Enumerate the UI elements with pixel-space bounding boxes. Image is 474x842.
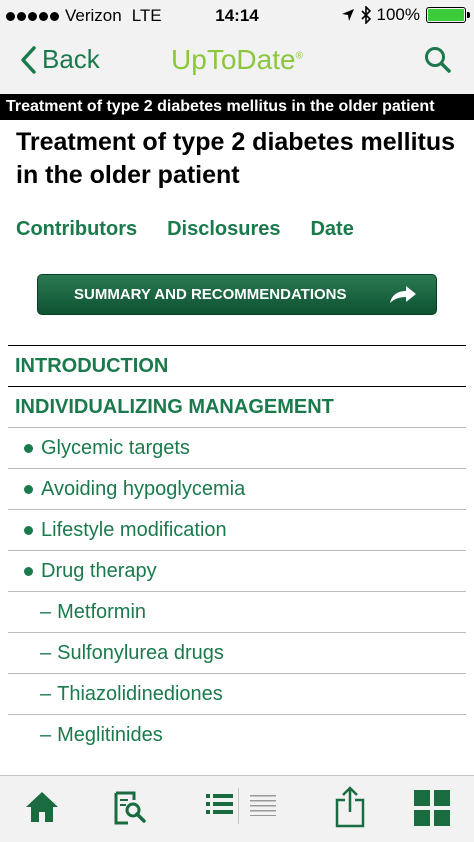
summary-button-label: SUMMARY AND RECOMMENDATIONS [74, 286, 347, 303]
outline-view-icon [206, 792, 234, 816]
status-bar [0, 0, 474, 30]
carrier-name: Verizon [65, 6, 122, 25]
find-in-page-button[interactable] [112, 790, 148, 831]
toc-label: Glycemic targets [41, 436, 190, 459]
topic-title-bar: Treatment of type 2 diabetes mellitus in the older patient [0, 94, 474, 120]
toc-individualizing-management[interactable] [8, 386, 466, 427]
toc-label: Drug therapy [41, 559, 157, 582]
full-text-view-icon [250, 794, 276, 816]
toc-introduction[interactable] [8, 345, 466, 386]
full-text-view-button[interactable] [250, 794, 276, 821]
toc-lifestyle-modification[interactable] [8, 509, 466, 550]
toc-sulfonylurea-drugs[interactable] [8, 632, 466, 673]
toc-label: Avoiding hypoglycemia [41, 477, 246, 500]
share-button[interactable] [334, 786, 366, 833]
disclosures-link[interactable]: Disclosures [167, 218, 281, 240]
summary-and-recommendations-button[interactable] [37, 274, 437, 315]
toc-metformin[interactable] [8, 591, 466, 632]
toc-label: Meglitinides [57, 723, 163, 746]
outline-view-button[interactable] [206, 792, 234, 821]
dash-marker: – [40, 641, 52, 664]
toc-drug-therapy[interactable] [8, 550, 466, 591]
search-icon [424, 46, 452, 74]
bullet-icon [24, 485, 33, 494]
date-link[interactable]: Date [310, 218, 354, 240]
toc-label: Lifestyle modification [41, 518, 227, 541]
contributors-link[interactable]: Contributors [16, 218, 138, 240]
forward-arrow-icon [388, 283, 418, 307]
home-icon [24, 790, 60, 824]
toc-label: Sulfonylurea drugs [57, 641, 224, 664]
apps-grid-button[interactable] [414, 790, 450, 831]
battery-icon [426, 7, 466, 23]
toc-thiazolidinediones[interactable] [8, 673, 466, 714]
bullet-icon [24, 444, 33, 453]
bottom-toolbar [0, 775, 474, 842]
toc-label: INTRODUCTION [15, 354, 169, 377]
logo-text: UpToDate [171, 44, 296, 75]
table-of-contents [8, 345, 466, 755]
toc-label: Thiazolidinediones [57, 682, 223, 705]
apps-grid-icon [414, 790, 450, 826]
uptodate-logo [0, 44, 474, 76]
bullet-icon [24, 526, 33, 535]
search-button[interactable] [424, 46, 452, 79]
location-icon [341, 8, 355, 22]
share-icon [334, 786, 366, 828]
view-toggle-divider [238, 788, 239, 824]
back-label: Back [42, 44, 100, 74]
toc-meglitinides[interactable] [8, 714, 466, 755]
navigation-bar [0, 30, 474, 94]
status-icons [341, 5, 466, 25]
dash-marker: – [40, 600, 52, 623]
battery-percent: 100% [376, 5, 420, 24]
bullet-icon [24, 567, 33, 576]
toc-glycemic-targets[interactable] [8, 427, 466, 468]
dash-marker: – [40, 723, 52, 746]
toc-avoiding-hypoglycemia[interactable] [8, 468, 466, 509]
find-in-page-icon [112, 790, 148, 826]
logo-registered-mark: ® [295, 50, 303, 62]
clock: 14:14 [215, 6, 259, 25]
page-title: Treatment of type 2 diabetes mellitus in the older patient [16, 128, 456, 189]
home-button[interactable] [24, 790, 60, 829]
dash-marker: – [40, 682, 52, 705]
toc-label: INDIVIDUALIZING MANAGEMENT [15, 395, 334, 418]
toc-label: Metformin [57, 600, 147, 623]
bluetooth-icon [361, 6, 371, 24]
topic-info-links [16, 218, 354, 241]
network-type: LTE [131, 6, 162, 25]
